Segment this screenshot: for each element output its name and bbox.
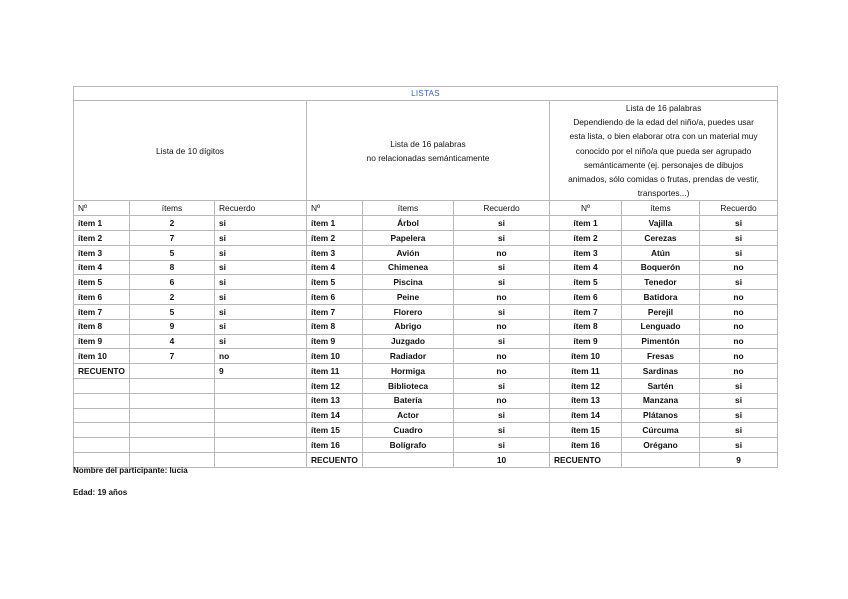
table-row — [74, 423, 778, 438]
participant-name: Nombre del participante: lucia — [73, 466, 188, 475]
table-row — [74, 349, 778, 364]
r-num-cell: ítem 13 — [550, 393, 622, 408]
d-recall-cell — [215, 438, 307, 453]
u-item-cell: Papelera — [363, 231, 454, 246]
d-num-cell: ítem 8 — [74, 319, 130, 334]
d-num-cell: ítem 7 — [74, 305, 130, 320]
header-recall: Recuerdo — [454, 201, 550, 216]
u-item-cell: Radiador — [363, 349, 454, 364]
d-item-cell — [130, 393, 215, 408]
r-num-cell: ítem 10 — [550, 349, 622, 364]
u-item-cell — [363, 452, 454, 467]
r-item-cell: Cerezas — [622, 231, 700, 246]
r-item-cell: Vajilla — [622, 216, 700, 231]
u-num-cell: ítem 6 — [307, 290, 363, 305]
r-num-cell: ítem 11 — [550, 364, 622, 379]
d-recall-cell: si — [215, 290, 307, 305]
description-line: conocido por el niño/a que pueda ser agrupado — [575, 145, 752, 156]
d-recall-cell — [215, 408, 307, 423]
u-item-cell: Hormiga — [363, 364, 454, 379]
table-row — [74, 334, 778, 349]
table-row — [74, 231, 778, 246]
r-num-cell: ítem 2 — [550, 231, 622, 246]
u-item-cell: Juzgado — [363, 334, 454, 349]
r-num-cell: ítem 4 — [550, 260, 622, 275]
u-item-cell: Florero — [363, 305, 454, 320]
table-row — [74, 319, 778, 334]
u-item-cell: Actor — [363, 408, 454, 423]
table-row — [74, 275, 778, 290]
r-item-cell: Plátanos — [622, 408, 700, 423]
r-item-cell: Pimentón — [622, 334, 700, 349]
d-item-cell: 7 — [130, 349, 215, 364]
r-recall-cell: si — [700, 423, 778, 438]
r-recall-cell: si — [700, 408, 778, 423]
digits-description — [74, 101, 307, 201]
r-num-cell: ítem 6 — [550, 290, 622, 305]
d-recall-cell: si — [215, 275, 307, 290]
header-num: Nº — [307, 201, 363, 216]
r-num-cell: ítem 9 — [550, 334, 622, 349]
listas-table — [73, 86, 778, 468]
description-line: no relacionadas semánticamente — [366, 152, 490, 163]
r-recall-cell: no — [700, 290, 778, 305]
r-num-cell: ítem 3 — [550, 245, 622, 260]
d-recall-cell — [215, 423, 307, 438]
d-num-cell — [74, 378, 130, 393]
d-recall-cell: si — [215, 231, 307, 246]
d-num-cell: ítem 4 — [74, 260, 130, 275]
description-line: Lista de 16 palabras — [390, 138, 466, 149]
d-num-cell — [74, 393, 130, 408]
table-row — [74, 408, 778, 423]
d-item-cell — [130, 438, 215, 453]
d-item-cell — [130, 408, 215, 423]
d-item-cell — [130, 378, 215, 393]
d-num-cell: ítem 2 — [74, 231, 130, 246]
u-item-cell: Chimenea — [363, 260, 454, 275]
r-num-cell: ítem 5 — [550, 275, 622, 290]
participant-age: Edad: 19 años — [73, 488, 128, 497]
u-recall-cell: si — [454, 275, 550, 290]
u-num-cell: ítem 8 — [307, 319, 363, 334]
u-recall-cell: si — [454, 423, 550, 438]
d-num-cell: ítem 5 — [74, 275, 130, 290]
u-item-cell: Batería — [363, 393, 454, 408]
d-recall-cell — [215, 393, 307, 408]
d-num-cell: ítem 1 — [74, 216, 130, 231]
d-recall-cell — [215, 378, 307, 393]
header-recall: Recuerdo — [700, 201, 778, 216]
r-item-cell: Orégano — [622, 438, 700, 453]
r-item-cell: Lenguado — [622, 319, 700, 334]
table-row — [74, 305, 778, 320]
u-item-cell: Abrigo — [363, 319, 454, 334]
d-num-cell — [74, 438, 130, 453]
u-num-cell: ítem 2 — [307, 231, 363, 246]
u-num-cell: ítem 12 — [307, 378, 363, 393]
description-line: transportes...) — [637, 188, 690, 199]
d-recall-cell: si — [215, 260, 307, 275]
d-item-cell: 7 — [130, 231, 215, 246]
d-recall-cell: si — [215, 319, 307, 334]
u-num-cell: ítem 3 — [307, 245, 363, 260]
r-recall-cell: no — [700, 334, 778, 349]
r-item-cell: Perejil — [622, 305, 700, 320]
d-num-cell: ítem 10 — [74, 349, 130, 364]
table-row — [74, 216, 778, 231]
d-num-cell: ítem 3 — [74, 245, 130, 260]
r-item-cell: Batidora — [622, 290, 700, 305]
u-num-cell: ítem 11 — [307, 364, 363, 379]
r-recall-cell: no — [700, 260, 778, 275]
d-num-cell — [74, 423, 130, 438]
r-item-cell: Fresas — [622, 349, 700, 364]
r-num-cell: ítem 12 — [550, 378, 622, 393]
d-item-cell — [130, 364, 215, 379]
header-num: Nº — [74, 201, 130, 216]
description-line: animados, sólo comidas o frutas, prendas de vestir, — [568, 174, 759, 185]
r-num-cell: ítem 16 — [550, 438, 622, 453]
u-recall-cell: si — [454, 305, 550, 320]
u-num-cell: ítem 10 — [307, 349, 363, 364]
r-item-cell: Sartén — [622, 378, 700, 393]
d-item-cell: 2 — [130, 216, 215, 231]
r-recall-cell: si — [700, 231, 778, 246]
r-num-cell: ítem 8 — [550, 319, 622, 334]
header-row — [74, 201, 778, 216]
r-recall-cell: 9 — [700, 452, 778, 467]
r-recall-cell: si — [700, 378, 778, 393]
u-item-cell: Bolígrafo — [363, 438, 454, 453]
description-line: Lista de 16 palabras — [625, 103, 702, 113]
r-item-cell: Sardinas — [622, 364, 700, 379]
r-num-cell: ítem 7 — [550, 305, 622, 320]
d-item-cell: 5 — [130, 305, 215, 320]
u-item-cell: Biblioteca — [363, 378, 454, 393]
d-recall-cell: si — [215, 305, 307, 320]
r-item-cell — [622, 452, 700, 467]
table-row — [74, 378, 778, 393]
r-item-cell: Manzana — [622, 393, 700, 408]
u-recall-cell: si — [454, 216, 550, 231]
d-recall-cell — [215, 452, 307, 467]
related-description — [550, 101, 778, 201]
u-recall-cell: si — [454, 378, 550, 393]
u-item-cell: Árbol — [363, 216, 454, 231]
table-title: LISTAS — [74, 87, 778, 101]
r-recall-cell: si — [700, 216, 778, 231]
description-line: Lista de 10 dígitos — [156, 145, 224, 156]
r-recall-cell: no — [700, 349, 778, 364]
d-recall-cell: si — [215, 216, 307, 231]
u-num-cell: RECUENTO — [307, 452, 363, 467]
r-recall-cell: si — [700, 275, 778, 290]
description-line: semánticamente (ej. personajes de dibujos — [583, 159, 744, 170]
r-item-cell: Atún — [622, 245, 700, 260]
u-num-cell: ítem 13 — [307, 393, 363, 408]
u-recall-cell: no — [454, 364, 550, 379]
table-row — [74, 438, 778, 453]
u-recall-cell: no — [454, 290, 550, 305]
u-item-cell: Peine — [363, 290, 454, 305]
table-row — [74, 260, 778, 275]
r-num-cell: ítem 14 — [550, 408, 622, 423]
u-item-cell: Piscina — [363, 275, 454, 290]
title-row — [74, 87, 778, 101]
d-recall-cell: si — [215, 334, 307, 349]
r-recall-cell: no — [700, 364, 778, 379]
r-recall-cell: si — [700, 438, 778, 453]
table-row — [74, 245, 778, 260]
u-num-cell: ítem 14 — [307, 408, 363, 423]
u-num-cell: ítem 5 — [307, 275, 363, 290]
d-item-cell — [130, 423, 215, 438]
u-num-cell: ítem 16 — [307, 438, 363, 453]
d-item-cell: 4 — [130, 334, 215, 349]
d-recall-cell: si — [215, 245, 307, 260]
d-num-cell — [74, 408, 130, 423]
table-row — [74, 393, 778, 408]
u-recall-cell: si — [454, 260, 550, 275]
d-num-cell: RECUENTO — [74, 364, 130, 379]
r-item-cell: Tenedor — [622, 275, 700, 290]
r-recall-cell: si — [700, 245, 778, 260]
d-item-cell: 8 — [130, 260, 215, 275]
header-items: ítems — [622, 201, 700, 216]
d-recall-cell: no — [215, 349, 307, 364]
d-recall-cell: 9 — [215, 364, 307, 379]
header-num: Nº — [550, 201, 622, 216]
r-num-cell: ítem 15 — [550, 423, 622, 438]
u-recall-cell: si — [454, 334, 550, 349]
u-num-cell: ítem 9 — [307, 334, 363, 349]
r-num-cell: ítem 1 — [550, 216, 622, 231]
header-recall: Recuerdo — [215, 201, 307, 216]
u-num-cell: ítem 15 — [307, 423, 363, 438]
r-item-cell: Boquerón — [622, 260, 700, 275]
d-item-cell: 5 — [130, 245, 215, 260]
d-num-cell: ítem 6 — [74, 290, 130, 305]
u-num-cell: ítem 4 — [307, 260, 363, 275]
u-num-cell: ítem 7 — [307, 305, 363, 320]
header-items: ítems — [130, 201, 215, 216]
u-recall-cell: 10 — [454, 452, 550, 467]
u-num-cell: ítem 1 — [307, 216, 363, 231]
u-recall-cell: si — [454, 408, 550, 423]
d-item-cell: 2 — [130, 290, 215, 305]
r-num-cell: RECUENTO — [550, 452, 622, 467]
u-recall-cell: si — [454, 438, 550, 453]
r-item-cell: Cúrcuma — [622, 423, 700, 438]
r-recall-cell: no — [700, 319, 778, 334]
u-recall-cell: no — [454, 393, 550, 408]
u-item-cell: Cuadro — [363, 423, 454, 438]
description-line: Dependiendo de la edad del niño/a, puedes usar — [573, 117, 754, 128]
table-row — [74, 364, 778, 379]
u-recall-cell: no — [454, 245, 550, 260]
d-item-cell: 9 — [130, 319, 215, 334]
table-row — [74, 290, 778, 305]
d-item-cell: 6 — [130, 275, 215, 290]
header-items: ítems — [363, 201, 454, 216]
u-item-cell: Avión — [363, 245, 454, 260]
u-recall-cell: no — [454, 349, 550, 364]
u-recall-cell: no — [454, 319, 550, 334]
d-num-cell: ítem 9 — [74, 334, 130, 349]
description-row — [74, 101, 778, 201]
u-recall-cell: si — [454, 231, 550, 246]
r-recall-cell: no — [700, 305, 778, 320]
description-line: esta lista, o bien elaborar otra con un material muy — [569, 131, 758, 142]
unrelated-description — [307, 101, 550, 201]
r-recall-cell: si — [700, 393, 778, 408]
